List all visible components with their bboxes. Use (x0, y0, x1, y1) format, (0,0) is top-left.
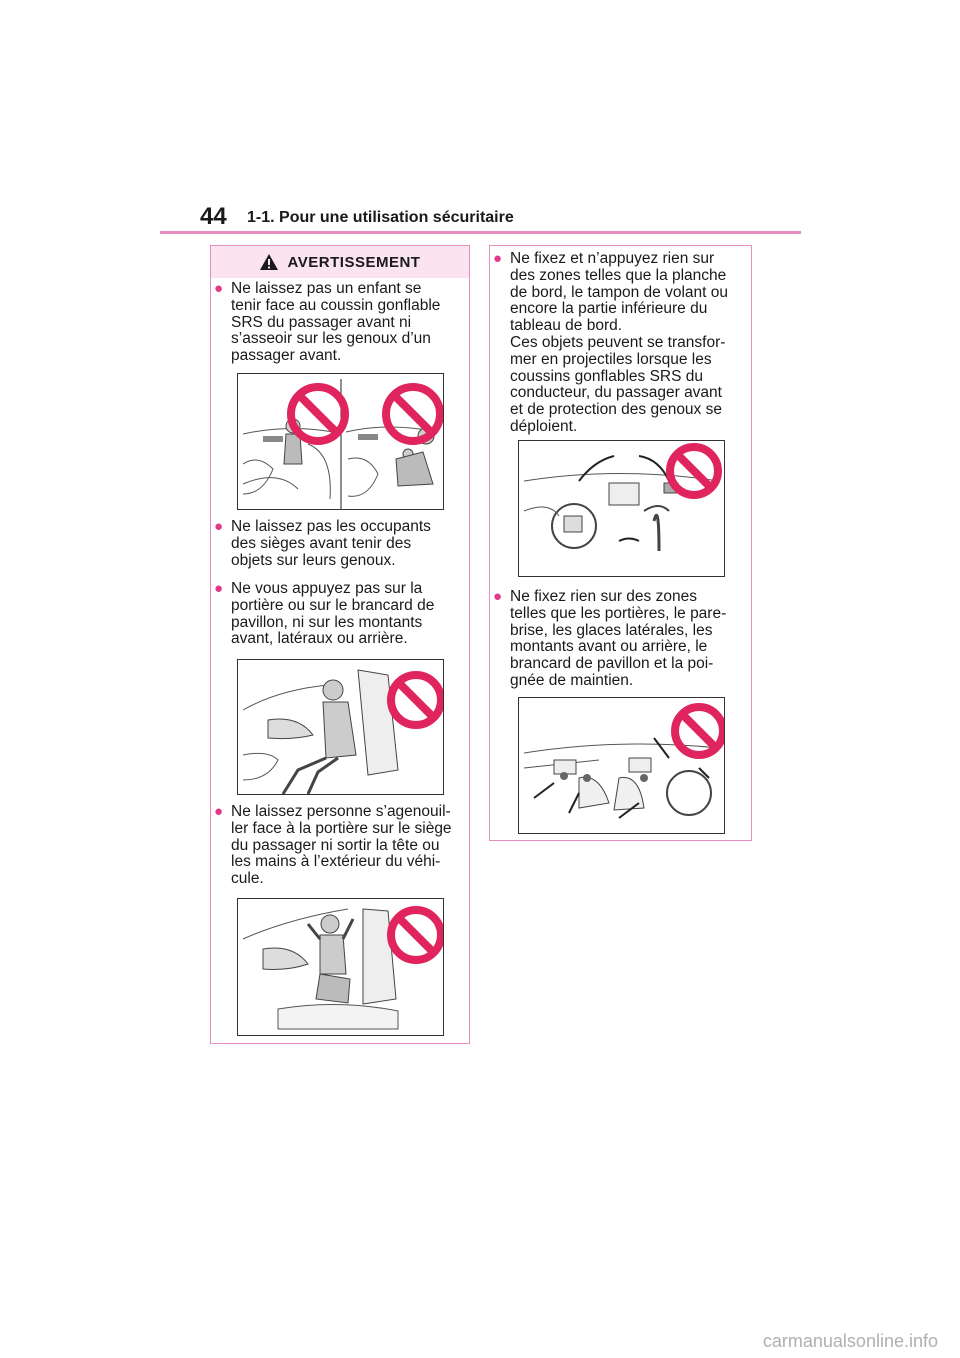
warning-item-5 (493, 251, 748, 436)
figure-door-pillar-objects (518, 697, 725, 834)
page-number: 44 (200, 203, 227, 230)
warning-box-continued (489, 245, 752, 841)
watermark: carmanualsonline.info (762, 1331, 938, 1351)
section-title: 1-1. Pour une utilisation sécuritaire (247, 209, 514, 226)
figure-kneeling-seat (237, 898, 444, 1036)
warning-header (211, 246, 469, 278)
prohibition-icon (386, 387, 440, 441)
warning-item-3 (214, 581, 464, 648)
warning-item-text: Ne laissez personne s’agenouil- ler face à la portière sur le siège du passager ni sortir la tête ou les mains à l’extérieur du véhi- cule. (231, 803, 452, 888)
prohibition-icon (670, 447, 718, 495)
warning-triangle-icon (260, 254, 278, 270)
bullet-icon: ● (214, 518, 224, 535)
bullet-icon: ● (493, 250, 503, 267)
bullet-icon: ● (214, 580, 224, 597)
header-rule (160, 231, 801, 234)
bullet-icon: ● (493, 588, 503, 605)
prohibition-icon (675, 707, 723, 755)
warning-item-text: Ne laissez pas un enfant se tenir face au coussin gonflable SRS du passager avant ni s’asseoir sur les genoux d’un passager avant. (231, 280, 441, 365)
figure-leaning-door (237, 659, 444, 795)
figure-dashboard-objects (518, 440, 725, 577)
bullet-icon: ● (214, 803, 224, 820)
bullet-icon: ● (214, 280, 224, 297)
prohibition-icon (391, 910, 441, 960)
warning-item-2 (214, 519, 464, 569)
prohibition-icon (391, 675, 441, 725)
warning-title: AVERTISSEMENT (287, 253, 421, 271)
warning-item-4 (214, 804, 464, 888)
warning-item-1 (214, 281, 464, 365)
warning-item-text: Ne fixez rien sur des zones telles que les portières, le pare- brise, les glaces latérales, les montants avant ou arrière, le brancard de pavillon et la poi- gnée de maintien. (510, 588, 727, 689)
warning-box (210, 245, 470, 1044)
figure-child-airbag (237, 373, 444, 510)
prohibition-icon (291, 387, 345, 441)
warning-item-text: Ne laissez pas les occupants des sièges avant tenir des objets sur leurs genoux. (231, 518, 431, 569)
warning-item-6 (493, 589, 748, 690)
warning-item-text: Ne fixez et n’appuyez rien sur des zones telles que la planche de bord, le tampon de volant ou encore la partie inférieure du tableau de bord. Ces objets peuvent se transfor- mer en projectiles lorsque les coussins gonflables SRS du conducteur, du passager avant et de protection des genoux se déploient. (510, 250, 729, 435)
warning-item-text: Ne vous appuyez pas sur la portière ou sur le brancard de pavillon, ni sur les montants avant, latéraux ou arrière. (231, 580, 435, 648)
